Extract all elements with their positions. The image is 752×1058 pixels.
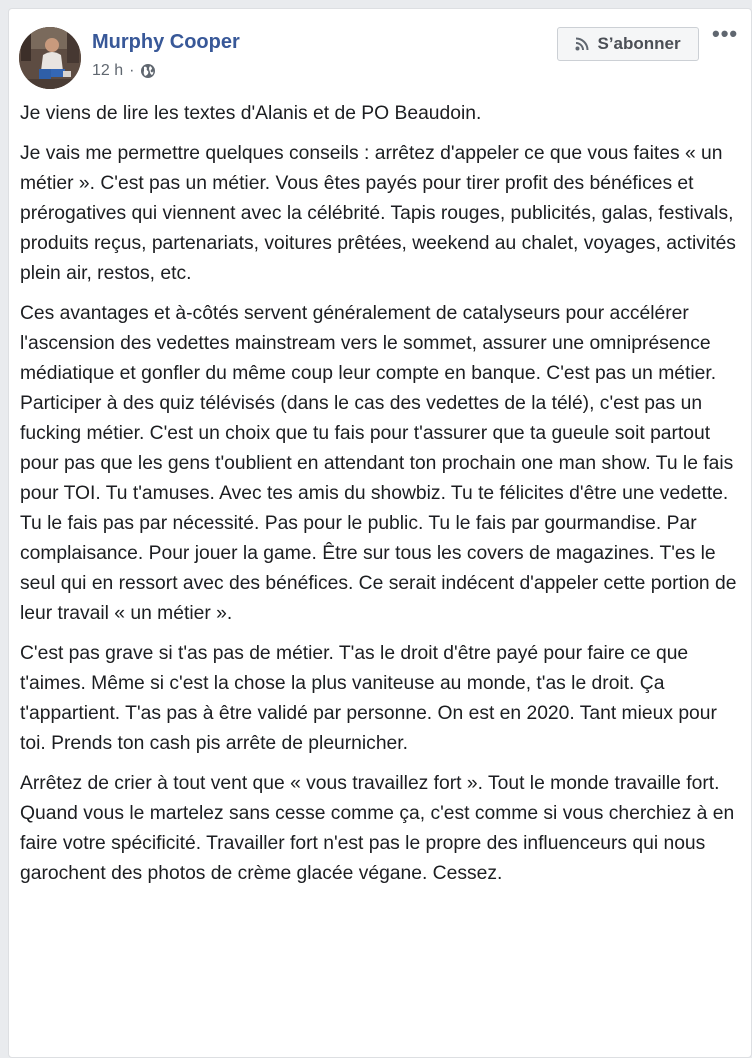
author-name[interactable]: Murphy Cooper	[92, 31, 240, 53]
post-meta	[92, 62, 156, 80]
meta-separator: ·	[129, 62, 135, 79]
post-paragraph-1: Je viens de lire les textes d'Alanis et de PO Beaudoin.	[20, 103, 482, 124]
avatar-photo	[19, 27, 81, 89]
subscribe-button[interactable]	[557, 27, 699, 61]
post-card	[8, 8, 752, 1058]
subscribe-label: S’abonner	[597, 34, 681, 53]
post-paragraph-3: Ces avantages et à-côtés servent généralement de catalyseurs pour accélérer l'ascension des vedettes mainstream vers le sommet, assurer une omniprésence médiatique et gonfler du même coup leur compte en banque. C'est pas un métier. Participer à des quiz télévisés (dans le cas des vedettes de la télé), c'est pas un fucking métier. C'est un choix que tu fais pour t'assurer que ta gueule soit partout pour pas que les gens t'oublient en attendant ton prochain one man show. Tu le fais pour TOI. Tu t'amuses. Avec tes amis du showbiz. Tu te félicites d'être une vedette. Tu le fais pas par nécessité. Pas pour le public. Tu le fais par gourmandise. Par complaisance. Pour jouer la game. Être sur tous les covers de magazines. T'es le seul qui en ressort avec des bénéfices. Ce serait indécent d'appeler cette portion de leur travail « un métier ».	[20, 303, 737, 624]
more-options-icon[interactable]: •••	[712, 21, 739, 46]
post-body	[20, 99, 746, 899]
post-timestamp[interactable]: 12 h	[92, 62, 124, 79]
post-paragraph-2: Je vais me permettre quelques conseils : arrêtez d'appeler ce que vous faites « un métier ». C'est pas un métier. Vous êtes payés pour tirer profit des bénéfices et prérogatives qui viennent avec la célébrité. Tapis rouges, publicités, galas, festivals, produits reçus, partenariats, voitures prêtées, weekend au chalet, voyages, activités plein air, restos, etc.	[20, 143, 736, 284]
globe-icon[interactable]	[140, 63, 156, 79]
avatar[interactable]	[19, 27, 81, 89]
rss-icon	[575, 37, 589, 51]
post-paragraph-5: Arrêtez de crier à tout vent que « vous travaillez fort ». Tout le monde travaille fort. Quand vous le martelez sans cesse comme ça, c'est comme si vous cherchiez à en faire votre spécificité. Travailler fort n'est pas le propre des influenceurs qui nous garochent des photos de crème glacée végane. Cessez.	[20, 773, 735, 884]
post-paragraph-4: C'est pas grave si t'as pas de métier. T'as le droit d'être payé pour faire ce que t'aimes. Même si c'est la chose la plus vaniteuse au monde, t'as le droit. Ça t'appartient. T'as pas à être validé par personne. On est en 2020. Tant mieux pour toi. Prends ton cash pis arrête de pleurnicher.	[20, 643, 717, 754]
